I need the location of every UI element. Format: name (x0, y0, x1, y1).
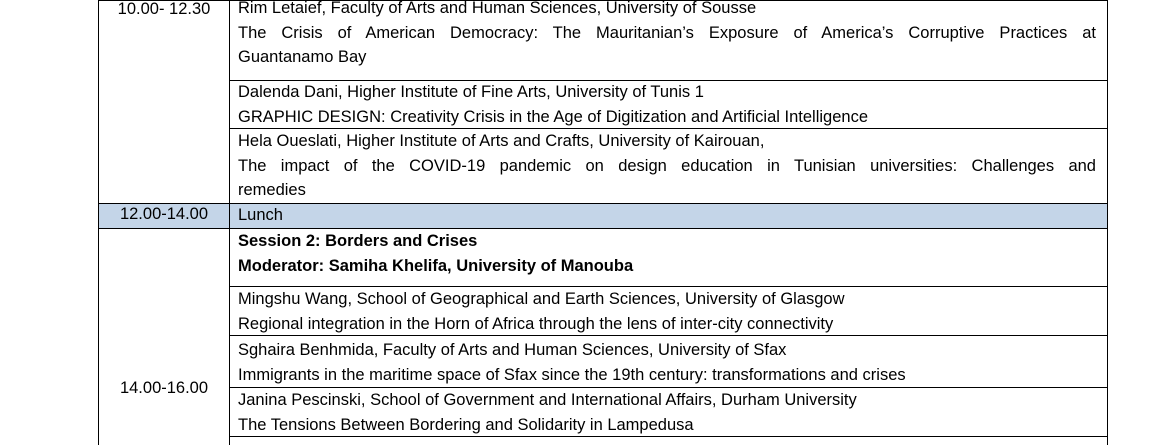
list-item (238, 129, 1096, 203)
paper-title: Regional integration in the Horn of Africa through the lens of inter-city connectivity (238, 314, 834, 333)
table-content (98, 0, 1106, 445)
speaker-affiliation: Mingshu Wang, School of Geographical and Earth Sciences, University of Glasgow (238, 290, 845, 308)
time-lunch: 12.00-14.00 (119, 205, 209, 223)
speaker-affiliation: Janina Pescinski, School of Government and International Affairs, Durham University (238, 391, 857, 409)
speaker-affiliation: Rim Letaief, Faculty of Arts and Human Sciences, University of Sousse (238, 0, 757, 17)
session-moderator: Moderator: Samiha Khelifa, University of Manouba (238, 256, 634, 275)
session-title: Session 2: Borders and Crises (238, 232, 478, 250)
list-item (238, 0, 1096, 70)
paper-title-continuation: Guantanamo Bay (238, 48, 367, 66)
lunch-text: Lunch (238, 206, 283, 224)
paper-title: The impact of the COVID-19 pandemic on design education in Tunisian universities: Challenges and (238, 156, 1096, 175)
speaker-affiliation: Sghaira Benhmida, Faculty of Arts and Human Sciences, University of Sfax (238, 341, 787, 359)
list-item (238, 287, 1096, 336)
time-morning: 10.00- 12.30 (117, 0, 211, 18)
paper-title: The Tensions Between Bordering and Solidarity in Lampedusa (238, 415, 694, 434)
list-item (238, 338, 1096, 387)
paper-title-continuation: remedies (238, 181, 306, 199)
speaker-affiliation: Dalenda Dani, Higher Institute of Fine Arts, University of Tunis 1 (238, 83, 704, 101)
list-item (238, 80, 1096, 129)
paper-title: Immigrants in the maritime space of Sfax since the 19th century: transformations and crises (238, 365, 906, 384)
paper-title: GRAPHIC DESIGN: Creativity Crisis in the Age of Digitization and Artificial Intelligence (238, 107, 868, 126)
lunch-label (238, 203, 1096, 228)
time-afternoon: 14.00-16.00 (119, 379, 209, 397)
speaker-affiliation: Hela Oueslati, Higher Institute of Arts and Crafts, University of Kairouan, (238, 132, 765, 150)
session-header (238, 229, 1096, 278)
list-item (238, 388, 1096, 437)
paper-title: The Crisis of American Democracy: The Mauritanian’s Exposure of America’s Corruptive Practices at (238, 23, 1096, 42)
